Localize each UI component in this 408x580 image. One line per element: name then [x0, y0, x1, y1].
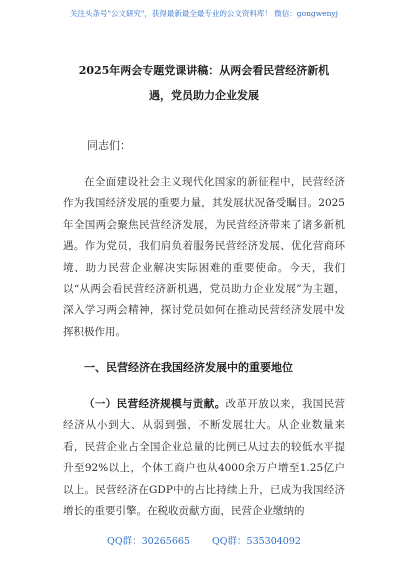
subsection-lead: （一）民营经济规模与贡献。	[84, 398, 226, 410]
document-title: 2025年两会专题党课讲稿：从两会看民营经济新机遇，党员助力企业发展	[78, 64, 330, 102]
header-promo-text: 关注头条号"公文研究"，获得最新最全最专业的公文资料库！ 微信：gongwenyj	[70, 9, 338, 18]
section-heading-1: 一、民营经济在我国经济发展中的重要地位	[84, 361, 293, 374]
greeting: 同志们：	[87, 139, 131, 152]
subsection-paragraph-1	[63, 394, 345, 522]
footer-qq-groups	[0, 535, 408, 549]
qq-group-2: QQ群：535304092	[211, 536, 301, 547]
subsection-text: 改革开放以来，我国民营经济从小到大、从弱到强，不断发展壮大。从企业数量来看，民营企业占全国企业总量的比例已从过去的较低水平提升至92%以上，个体工商户也从4000余万户增至1.25亿户以上。民营经济在GDP中的占比持续上升，已成为我国经济增长的重要引擎。在税收贡献方面，民营企业缴纳的	[63, 398, 346, 518]
intro-paragraph: 在全面建设社会主义现代化国家的新征程中，民营经济作为我国经济发展的重要力量，其发展状况备受瞩目。2025年全国两会聚焦民营经济发展，为民营经济带来了诸多新机遇。作为党员，我们肩负着服务民营经济发展、优化营商环境、助力民营企业解决实际困难的重要使命。今天，我们以“从两会看民营经济新机遇，党员助力企业发展”为主题，深入学习两会精神，探讨党员如何在推动民营经济发展中发挥积极作用。	[63, 176, 345, 338]
qq-group-1: QQ群：30265665	[107, 536, 190, 547]
